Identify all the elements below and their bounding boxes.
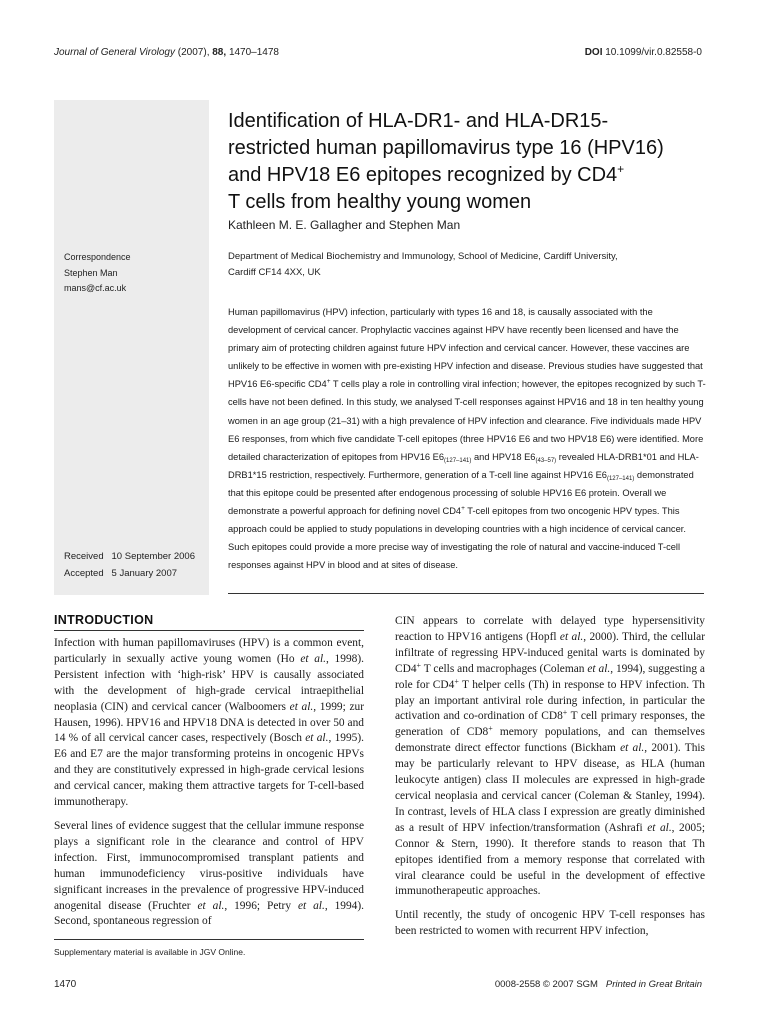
body-column-right [395,614,705,948]
paragraph: CIN appears to correlate with delayed type hypersensitivity reaction to HPV16 antigens (Hopfl et al., 2000). Third, the cellular infiltrate of regressing HPV-induced genital warts is dominated by CD4+ T cells and macrophages (Coleman et al., 1994), suggesting a role for CD4+ T helper cells (Th) in response to HPV infection. Th play an important antiviral role during infection, in particular the activation and co-ordination of CD8+ T cell primary responses, the generation of CD8+ memory populations, and can themselves demonstrate direct effector functions (Bickham et al., 2001). This may be particularly relevant to HPV disease, as HLA (human leukocyte antigen) class II molecules are expressed in high-grade cervical neoplasia and cervical cancer (Coleman & Stanley, 1994). In contrast, levels of HLA class I expression are greatly diminished as a result of HPV infection/transformation (Ashrafi et al., 2005; Connor & Stern, 1990). It therefore stands to reason that Th epitopes identified from a memory response that correlated with viral clearance could be useful in the development of effective immunotherapeutic approaches. [395,615,705,898]
accepted-date: Accepted 5 January 2007 [64,568,178,579]
correspondence-block [64,250,131,297]
title-superscript: + [617,162,625,176]
copyright-footer [495,979,702,990]
correspondence-email[interactable]: mans@cf.ac.uk [64,283,127,293]
title-line: Identification of HLA-DR1- and HLA-DR15- [228,110,609,132]
section-heading-introduction: INTRODUCTION [54,613,154,627]
correspondence-label: Correspondence [64,252,131,262]
journal-year: (2007), [177,47,210,58]
affiliation [228,249,698,280]
journal-pages: 1470–1478 [228,47,279,58]
footnote-divider [54,939,364,940]
affiliation-line: Department of Medical Biochemistry and Immunology, School of Medicine, Cardiff University, [228,251,618,262]
journal-volume: 88, [212,47,227,58]
body-column-left [54,636,364,938]
received-date: Received 10 September 2006 [64,551,195,562]
article-dates [64,548,195,582]
abstract-text: Human papillomavirus (HPV) infection, particularly with types 16 and 18, is causally associated with the development of cervical cancer. Prophylactic vaccines against HPV have recently been licensed and have the primary aim of protecting children against future HPV infection and cervical cancer. However, these vaccines are unlikely to be effective in women with pre-existing HPV infection and disease. Previous studies have suggested that HPV16 E6-specific CD4+ T cells play a role in controlling viral infection; however, the epitopes recognized by such T-cells have not been defined. In this study, we analysed T-cell responses against HPV16 and 18 in ten healthy young women in an age group (21–31) with a high prevalence of HPV infection and clearance. Five individuals made HPV E6 responses, from which five candidate T-cell epitopes (three HPV16 E6 and two HPV18 E6) were identified. More detailed characterization of epitopes from HPV16 $E6_{(127-141)}$ and HPV18 $E6_{(43-57)}$ revealed HLA-DRB1*01 and HLA-DRB1*15 restriction, respectively. Furthermore, generation of a T-cell line against HPV16 $E6_{(127-141)}$ demonstrated that this epitope could be presented after endogenous processing of soluble HPV16 E6 protein. Overall we demonstrate a powerful approach for defining novel CD4+ T-cell epitopes from two oncogenic HPV types. This approach could be applied to study populations in developing countries with a high incidence of cervical cancer. Such epitopes could provide a more precise way of investigating the role of natural and vaccine-induced T-cell responses against HPV in blood and at sites of disease. [228,307,706,571]
issn-copyright: 0008-2558 © 2007 SGM [494,979,598,990]
doi-label: DOI [584,47,603,58]
abstract [228,303,706,574]
title-line: and HPV18 E6 epitopes recognized by CD4 [228,164,618,186]
paragraph: Infection with human papillomaviruses (HPV) is a common event, particularly in sexually active young women (Ho et al., 1998). Persistent infection with ‘high-risk’ HPV is causally associated with the development of high-grade cervical intraepithelial neoplasia (CIN) and cervical cancer (Walboomers et al., 1999; zur Hausen, 1996). HPV16 and HPV18 DNA is detected in over 50 and 14 % of all cervical cancer cases, respectively (Bosch et al., 1995). E6 and E7 are the major transforming proteins in oncogenic HPVs and they are constitutively expressed in high-grade cervical lesions and cervical cancer, making them attractive targets for T-cell-based immunotherapy. [54,637,365,809]
correspondence-name: Stephen Man [64,267,118,278]
affiliation-line: Cardiff CF14 4XX, UK [228,266,321,278]
article-title [228,108,708,216]
paragraph: Until recently, the study of oncogenic HPV T-cell responses has been restricted to women with recurrent HPV infection, [395,909,705,938]
page-number: 1470 [54,979,77,990]
running-header [54,47,279,58]
printed-location: Printed in Great Britain [605,979,702,990]
author-list: Kathleen M. E. Gallagher and Stephen Man [228,218,461,232]
section-heading-rule [54,630,364,631]
title-line: restricted human papillomavirus type 16 (HPV16) [228,137,664,159]
paragraph: Several lines of evidence suggest that the cellular immune response plays a significant role in the clearance and control of HPV infection. First, immunocompromised transplant patients and human immunodeficiency virus-positive individuals have significant increases in the prevalence of progressive HPV-induced anogenital disease (Fruchter et al., 1996; Petry et al., 1994). Second, spontaneous regression of [54,819,365,928]
abstract-divider [228,593,704,594]
supplementary-note: Supplementary material is available in JGV Online. [54,947,246,957]
doi-header [585,47,702,58]
journal-name: Journal of General Virology [54,47,175,58]
sidebar-panel [54,100,209,595]
doi-value[interactable]: 10.1099/vir.0.82558-0 [605,47,702,58]
title-line: T cells from healthy young women [228,191,532,213]
